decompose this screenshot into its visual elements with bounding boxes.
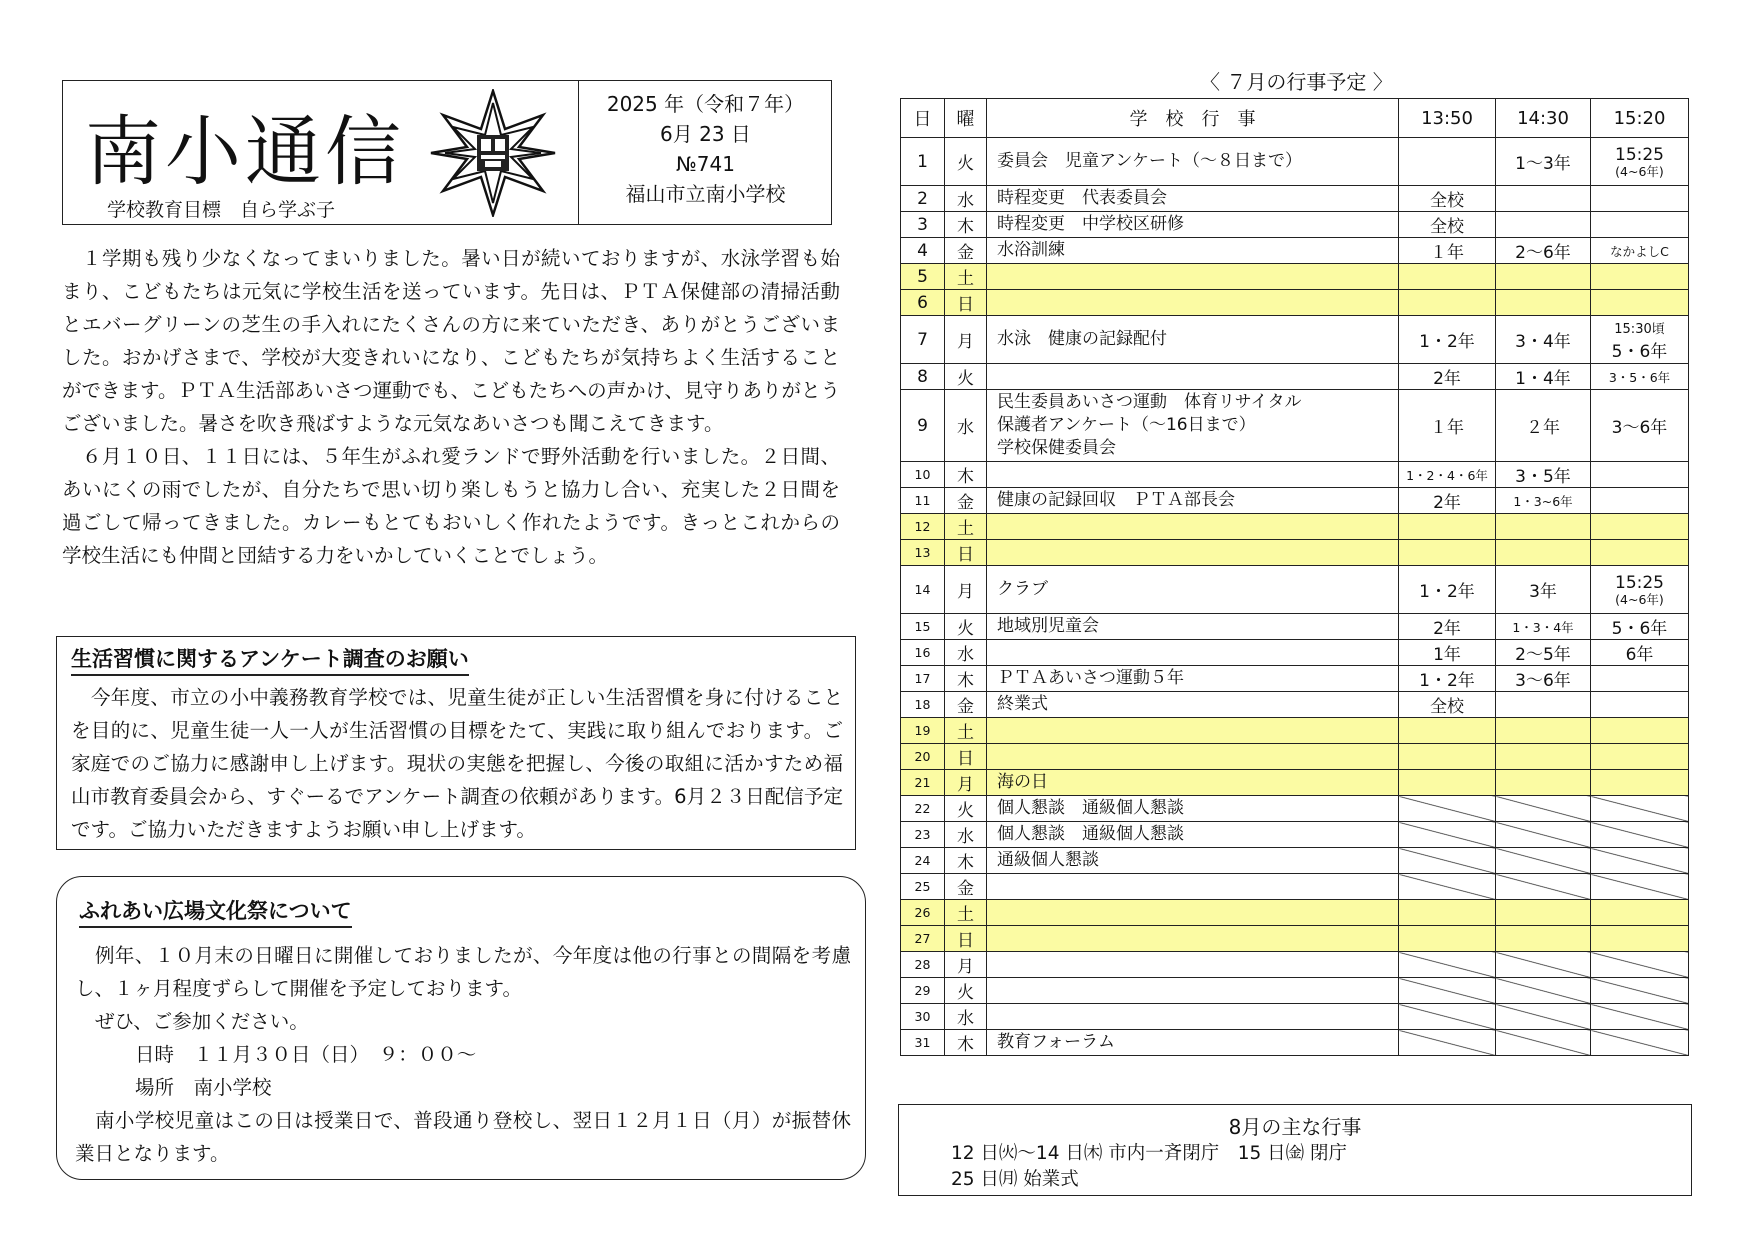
table-row: [901, 462, 1689, 488]
time-cell-2: [1496, 848, 1591, 874]
time-cell-3: [1591, 926, 1689, 952]
table-row: [901, 770, 1689, 796]
event-text: クラブ: [997, 579, 1048, 599]
time-cell-3: 3・5・6年: [1591, 364, 1689, 390]
header-day: 日: [901, 99, 945, 138]
time-cell-3: [1591, 952, 1689, 978]
time-cell-1: [1399, 770, 1496, 796]
time-cell-2: [1496, 952, 1591, 978]
august-line: 25 日㈪ 始業式: [951, 1169, 1079, 1190]
time-cell-2: [1496, 718, 1591, 744]
event-text: 個人懇談 通級個人懇談: [997, 824, 1184, 844]
weekday-cell: 木: [945, 462, 987, 488]
day-cell: 29: [901, 978, 945, 1004]
event-cell: [987, 212, 1399, 238]
calendar-title: 〈 ７月の行事予定 〉: [1200, 70, 1393, 94]
time-cell-1: 全校: [1399, 186, 1496, 212]
table-row: [901, 666, 1689, 692]
table-row: [901, 138, 1689, 186]
time-cell-3: [1591, 138, 1689, 186]
table-row: [901, 264, 1689, 290]
header-time-2: 14:30: [1496, 99, 1591, 138]
time-cell-2: 1・4年: [1496, 364, 1591, 390]
time-cell-1: [1399, 822, 1496, 848]
table-row: [901, 316, 1689, 364]
time-cell-2: [1496, 978, 1591, 1004]
day-cell: 1: [901, 138, 945, 186]
table-row: [901, 290, 1689, 316]
time-cell-2: [1496, 926, 1591, 952]
time-cell-1: [1399, 744, 1496, 770]
time-cell-2: 3・5年: [1496, 462, 1591, 488]
festival-invite: ぜひ、ご参加ください。: [95, 1010, 309, 1033]
time-subtext: (4~6年): [1615, 591, 1664, 607]
day-cell: 31: [901, 1030, 945, 1056]
day-cell: 6: [901, 290, 945, 316]
time-cell-2: [1496, 514, 1591, 540]
time-cell-2: [1496, 540, 1591, 566]
header-events: 学 校 行 事: [987, 99, 1399, 138]
weekday-cell: 金: [945, 238, 987, 264]
day-cell: 18: [901, 692, 945, 718]
table-row: [901, 488, 1689, 514]
time-cell-1: [1399, 540, 1496, 566]
festival-date: 日時 １１月３０日（日） ９：００～: [135, 1043, 477, 1066]
time-cell-1: [1399, 1030, 1496, 1056]
time-cell-2: 3年: [1496, 566, 1591, 614]
table-row: [901, 952, 1689, 978]
time-cell-3: [1591, 770, 1689, 796]
time-cell-3: [1591, 978, 1689, 1004]
weekday-cell: 月: [945, 770, 987, 796]
day-cell: 16: [901, 640, 945, 666]
survey-notice-box: [56, 636, 856, 850]
time-cell-2: 2～5年: [1496, 640, 1591, 666]
time-cell-2: [1496, 796, 1591, 822]
intro-paragraph: ６月１０日、１１日には、５年生がふれ愛ランドで野外活動を行いました。２日間、あいにくの雨でしたが、自分たちで思い切り楽しもうと協力し合い、充実した２日間を過ごして帰ってきました。カレーもとてもおいしく作れたようです。きっとこれからの学校生活にも仲間と団結する力をいかしていくことでしょう。: [62, 445, 840, 567]
table-row: [901, 238, 1689, 264]
time-cell-3: [1591, 822, 1689, 848]
event-cell: [987, 462, 1399, 488]
time-cell-3: [1591, 514, 1689, 540]
time-cell-3: [1591, 900, 1689, 926]
table-row: [901, 1030, 1689, 1056]
weekday-cell: 日: [945, 926, 987, 952]
school-emblem-icon: [429, 89, 557, 217]
event-text: ＰＴＡあいさつ運動５年: [997, 668, 1184, 688]
time-cell-1: 1・2年: [1399, 666, 1496, 692]
event-text: 時程変更 代表委員会: [997, 188, 1167, 208]
weekday-cell: 水: [945, 640, 987, 666]
weekday-cell: 火: [945, 138, 987, 186]
time-cell-3: 5・6年: [1591, 614, 1689, 640]
event-text: 通級個人懇談: [997, 850, 1099, 870]
event-cell: [987, 926, 1399, 952]
festival-place: 場所 南小学校: [135, 1076, 272, 1099]
day-cell: 10: [901, 462, 945, 488]
weekday-cell: 月: [945, 952, 987, 978]
weekday-cell: 日: [945, 290, 987, 316]
day-cell: 25: [901, 874, 945, 900]
day-cell: 3: [901, 212, 945, 238]
table-row: [901, 874, 1689, 900]
time-cell-3: [1591, 1030, 1689, 1056]
weekday-cell: 日: [945, 540, 987, 566]
survey-text: 今年度、市立の小中義務教育学校では、児童生徒が正しい生活習慣を身に付けることを目的に、児童生徒一人一人が生活習慣の目標をたて、実践に取り組んでおります。ご家庭でのご協力に感謝申し上げます。現状の実態を把握し、今後の取組に活かすため福山市教育委員会から、すぐーるでアンケート調査の依頼があります。6月２３日配信予定です。ご協力いただきますようお願い申し上げます。: [71, 686, 843, 841]
event-cell: [987, 138, 1399, 186]
event-cell: [987, 488, 1399, 514]
festival-paragraph: 南小学校児童はこの日は授業日で、普段通り登校し、翌日１２月１日（月）が振替休業日となります。: [75, 1109, 851, 1165]
event-cell: [987, 390, 1399, 462]
time-subtext: 5・6年: [1611, 341, 1668, 362]
event-text: 水浴訓練: [997, 240, 1065, 260]
time-cell-2: 3・4年: [1496, 316, 1591, 364]
weekday-cell: 木: [945, 1030, 987, 1056]
event-cell: [987, 640, 1399, 666]
time-cell-1: １年: [1399, 390, 1496, 462]
time-cell-3: [1591, 316, 1689, 364]
table-row: [901, 186, 1689, 212]
time-cell-3: [1591, 488, 1689, 514]
time-cell-2: 1・3~6年: [1496, 488, 1591, 514]
day-cell: 27: [901, 926, 945, 952]
time-cell-1: [1399, 138, 1496, 186]
event-cell: [987, 238, 1399, 264]
day-cell: 8: [901, 364, 945, 390]
time-cell-3: [1591, 212, 1689, 238]
august-line: 12 日㈫～14 日㈭ 市内一斉閉庁 15 日㈮ 閉庁: [951, 1143, 1348, 1164]
event-cell: [987, 744, 1399, 770]
weekday-cell: 日: [945, 744, 987, 770]
event-cell: [987, 364, 1399, 390]
day-cell: 15: [901, 614, 945, 640]
time-cell-2: 1・3・4年: [1496, 614, 1591, 640]
event-cell: [987, 822, 1399, 848]
time-cell-1: [1399, 796, 1496, 822]
time-cell-3: なかよしC: [1591, 238, 1689, 264]
time-cell-1: 2年: [1399, 614, 1496, 640]
weekday-cell: 火: [945, 614, 987, 640]
table-row: [901, 614, 1689, 640]
event-cell: [987, 692, 1399, 718]
issue-year: 2025 年（令和７年）: [606, 92, 805, 116]
table-header-row: [901, 99, 1689, 138]
event-cell: [987, 614, 1399, 640]
time-text: 15:25: [1615, 144, 1664, 165]
time-cell-1: [1399, 978, 1496, 1004]
table-row: [901, 744, 1689, 770]
time-cell-2: [1496, 692, 1591, 718]
event-text: 健康の記録回収 ＰＴＡ部長会: [997, 490, 1235, 510]
event-cell: [987, 666, 1399, 692]
weekday-cell: 月: [945, 566, 987, 614]
weekday-cell: 火: [945, 978, 987, 1004]
time-cell-3: [1591, 848, 1689, 874]
event-cell: [987, 978, 1399, 1004]
time-cell-1: 1・2年: [1399, 566, 1496, 614]
event-text: 委員会 児童アンケート（～８日まで）: [997, 151, 1302, 171]
time-cell-2: 1～3年: [1496, 138, 1591, 186]
time-cell-3: [1591, 186, 1689, 212]
time-cell-3: [1591, 290, 1689, 316]
day-cell: 4: [901, 238, 945, 264]
weekday-cell: 水: [945, 390, 987, 462]
time-cell-2: [1496, 264, 1591, 290]
event-cell: [987, 770, 1399, 796]
event-cell: [987, 1030, 1399, 1056]
event-cell: [987, 848, 1399, 874]
weekday-cell: 水: [945, 186, 987, 212]
event-cell: [987, 186, 1399, 212]
weekday-cell: 木: [945, 212, 987, 238]
table-row: [901, 1004, 1689, 1030]
table-row: [901, 514, 1689, 540]
day-cell: 19: [901, 718, 945, 744]
time-cell-2: 3～6年: [1496, 666, 1591, 692]
intro-paragraph: １学期も残り少なくなってまいりました。暑い日が続いておりますが、水泳学習も始まり、こどもたちは元気に学校生活を送っています。先日は、ＰＴＡ保健部の清掃活動とエバーグリーンの芝生の手入れにたくさんの方に来ていただき、ありがとうございました。おかげさまで、学校が大変きれいになり、こどもたちが気持ちよく生活することができます。ＰＴＡ生活部あいさつ運動でも、こどもたちへの声かけ、見守りありがとうございました。暑さを吹き飛ばすような元気なあいさつも聞こえてきます。: [62, 247, 840, 435]
event-text: 保護者アンケート（～16日まで）: [997, 415, 1256, 435]
school-name: 福山市立南小学校: [625, 182, 786, 206]
school-motto: 学校教育目標 自ら学ぶ子: [107, 199, 336, 221]
day-cell: 24: [901, 848, 945, 874]
issue-date: 6月 23 日: [660, 122, 751, 146]
time-cell-2: [1496, 290, 1591, 316]
table-row: [901, 796, 1689, 822]
august-events-box: [898, 1104, 1692, 1196]
time-cell-2: [1496, 900, 1591, 926]
event-cell: [987, 514, 1399, 540]
time-cell-3: [1591, 666, 1689, 692]
table-row: [901, 390, 1689, 462]
time-cell-1: [1399, 290, 1496, 316]
time-cell-1: [1399, 952, 1496, 978]
table-row: [901, 822, 1689, 848]
weekday-cell: 金: [945, 692, 987, 718]
event-text: 地域別児童会: [997, 616, 1099, 636]
august-heading: 8月の主な行事: [1228, 1115, 1362, 1139]
event-cell: [987, 316, 1399, 364]
day-cell: 21: [901, 770, 945, 796]
newsletter-title: 南小通信: [85, 107, 405, 196]
time-cell-2: [1496, 186, 1591, 212]
festival-heading: ふれあい広場文化祭について: [79, 895, 352, 928]
day-cell: 11: [901, 488, 945, 514]
day-cell: 20: [901, 744, 945, 770]
time-cell-1: 1・2・4・6年: [1399, 462, 1496, 488]
weekday-cell: 金: [945, 874, 987, 900]
weekday-cell: 水: [945, 822, 987, 848]
time-cell-1: 2年: [1399, 488, 1496, 514]
issue-number: №741: [676, 152, 735, 176]
table-row: [901, 900, 1689, 926]
event-text: 終業式: [997, 694, 1048, 714]
time-cell-2: ２年: [1496, 390, 1591, 462]
weekday-cell: 金: [945, 488, 987, 514]
weekday-cell: 火: [945, 364, 987, 390]
day-cell: 26: [901, 900, 945, 926]
event-cell: [987, 796, 1399, 822]
time-cell-1: 1・2年: [1399, 316, 1496, 364]
time-cell-3: [1591, 796, 1689, 822]
event-text: 教育フォーラム: [997, 1032, 1115, 1052]
event-cell: [987, 264, 1399, 290]
weekday-cell: 土: [945, 264, 987, 290]
table-row: [901, 364, 1689, 390]
time-cell-1: [1399, 900, 1496, 926]
event-text: 民生委員あいさつ運動 体育リサイタル: [997, 392, 1302, 412]
table-row: [901, 212, 1689, 238]
time-cell-2: [1496, 1004, 1591, 1030]
time-cell-1: １年: [1399, 238, 1496, 264]
time-cell-2: [1496, 744, 1591, 770]
event-cell: [987, 874, 1399, 900]
time-cell-1: [1399, 848, 1496, 874]
weekday-cell: 火: [945, 796, 987, 822]
time-cell-3: [1591, 1004, 1689, 1030]
time-cell-3: [1591, 264, 1689, 290]
weekday-cell: 水: [945, 1004, 987, 1030]
day-cell: 30: [901, 1004, 945, 1030]
day-cell: 9: [901, 390, 945, 462]
time-cell-3: [1591, 540, 1689, 566]
event-cell: [987, 718, 1399, 744]
time-cell-3: [1591, 462, 1689, 488]
weekday-cell: 木: [945, 848, 987, 874]
weekday-cell: 土: [945, 718, 987, 744]
july-schedule-table: [900, 98, 1689, 1056]
event-cell: [987, 900, 1399, 926]
day-cell: 5: [901, 264, 945, 290]
table-row: [901, 640, 1689, 666]
time-cell-3: [1591, 566, 1689, 614]
day-cell: 23: [901, 822, 945, 848]
weekday-cell: 月: [945, 316, 987, 364]
time-cell-1: 1年: [1399, 640, 1496, 666]
table-row: [901, 692, 1689, 718]
festival-notice-box: [56, 876, 866, 1180]
time-cell-3: [1591, 718, 1689, 744]
time-cell-1: [1399, 264, 1496, 290]
day-cell: 17: [901, 666, 945, 692]
event-text: 学校保健委員会: [997, 438, 1116, 458]
day-cell: 13: [901, 540, 945, 566]
time-cell-2: [1496, 874, 1591, 900]
header-time-1: 13:50: [1399, 99, 1496, 138]
event-text: 水泳 健康の記録配付: [997, 329, 1167, 349]
table-row: [901, 848, 1689, 874]
table-row: [901, 926, 1689, 952]
day-cell: 28: [901, 952, 945, 978]
table-row: [901, 540, 1689, 566]
time-cell-1: [1399, 1004, 1496, 1030]
time-cell-2: [1496, 770, 1591, 796]
festival-paragraph: 例年、１０月末の日曜日に開催しておりましたが、今年度は他の行事との間隔を考慮し、１ヶ月程度ずらして開催を予定しております。: [75, 944, 851, 1000]
time-cell-1: [1399, 874, 1496, 900]
time-cell-3: 6年: [1591, 640, 1689, 666]
event-text: 個人懇談 通級個人懇談: [997, 798, 1184, 818]
survey-heading: 生活習慣に関するアンケート調査のお願い: [71, 643, 469, 676]
event-cell: [987, 1004, 1399, 1030]
weekday-cell: 土: [945, 900, 987, 926]
newsletter-header: [62, 80, 832, 225]
time-cell-2: [1496, 212, 1591, 238]
time-cell-2: [1496, 1030, 1591, 1056]
time-cell-1: 2年: [1399, 364, 1496, 390]
header-weekday: 曜: [945, 99, 987, 138]
event-cell: [987, 540, 1399, 566]
time-cell-1: [1399, 514, 1496, 540]
day-cell: 22: [901, 796, 945, 822]
time-text: 15:25: [1615, 572, 1664, 593]
event-cell: [987, 952, 1399, 978]
event-text: 海の日: [997, 772, 1048, 792]
intro-section: [62, 242, 840, 572]
event-cell: [987, 566, 1399, 614]
weekday-cell: 木: [945, 666, 987, 692]
event-text: 時程変更 中学校区研修: [997, 214, 1184, 234]
table-row: [901, 718, 1689, 744]
time-text: 15:30頃: [1614, 321, 1665, 337]
time-subtext: (4~6年): [1615, 163, 1664, 179]
time-cell-3: [1591, 744, 1689, 770]
time-cell-1: [1399, 926, 1496, 952]
event-cell: [987, 290, 1399, 316]
day-cell: 7: [901, 316, 945, 364]
time-cell-3: [1591, 692, 1689, 718]
table-row: [901, 566, 1689, 614]
day-cell: 2: [901, 186, 945, 212]
time-cell-1: [1399, 718, 1496, 744]
time-cell-3: [1591, 874, 1689, 900]
time-cell-2: 2～6年: [1496, 238, 1591, 264]
time-cell-2: [1496, 822, 1591, 848]
weekday-cell: 土: [945, 514, 987, 540]
time-cell-1: 全校: [1399, 212, 1496, 238]
header-time-3: 15:20: [1591, 99, 1689, 138]
time-cell-3: 3～6年: [1591, 390, 1689, 462]
day-cell: 12: [901, 514, 945, 540]
time-cell-1: 全校: [1399, 692, 1496, 718]
day-cell: 14: [901, 566, 945, 614]
table-row: [901, 978, 1689, 1004]
